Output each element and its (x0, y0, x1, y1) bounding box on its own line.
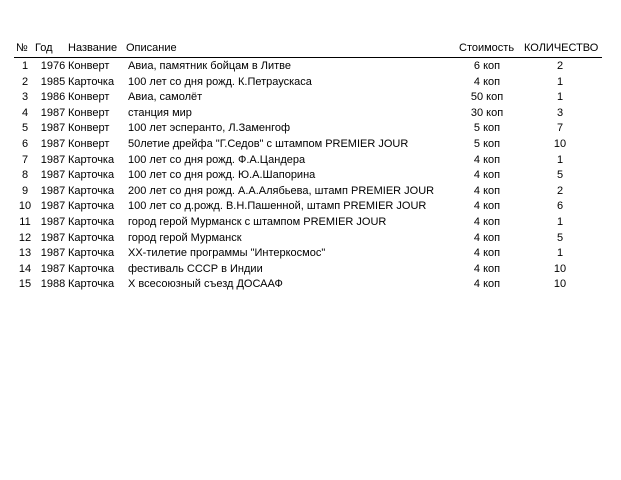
cell-desc[interactable]: фестиваль СССР в Индии (128, 262, 263, 275)
cell-no[interactable]: 2 (21, 75, 29, 88)
cell-name[interactable]: Карточка (68, 153, 115, 166)
cell-qty[interactable]: 1 (556, 247, 564, 260)
header-year[interactable]: Год (35, 42, 53, 54)
cell-cost[interactable]: 6 коп (473, 60, 501, 72)
table-row (0, 75, 621, 91)
cell-cost[interactable]: 50 коп (470, 91, 504, 104)
cell-no[interactable]: 8 (21, 169, 29, 182)
cell-name[interactable]: Карточка (68, 200, 115, 213)
cell-name[interactable]: Конверт (68, 122, 110, 135)
cell-cost[interactable]: 4 коп (473, 200, 501, 213)
table-header (0, 41, 621, 57)
cell-name[interactable]: Карточка (68, 216, 115, 228)
cell-name[interactable]: Карточка (68, 169, 115, 182)
cell-cost[interactable]: 5 коп (473, 138, 501, 150)
cell-no[interactable]: 10 (18, 200, 32, 213)
header-underline (14, 57, 602, 58)
cell-qty[interactable]: 1 (556, 75, 564, 88)
cell-qty[interactable]: 2 (556, 184, 564, 197)
cell-no[interactable]: 4 (21, 106, 29, 119)
cell-name[interactable]: Карточка (68, 184, 115, 197)
cell-name[interactable]: Конверт (68, 91, 110, 104)
table-row (0, 121, 621, 137)
table-row (0, 277, 621, 293)
cell-name[interactable]: Конверт (68, 60, 110, 72)
cell-name[interactable]: Карточка (68, 231, 115, 244)
cell-cost[interactable]: 4 коп (473, 247, 501, 260)
header-name[interactable]: Название (68, 42, 118, 54)
cell-name[interactable]: Карточка (68, 247, 115, 260)
cell-no[interactable]: 7 (21, 153, 29, 166)
cell-year[interactable]: 1987 (40, 106, 66, 119)
cell-qty[interactable]: 1 (556, 216, 564, 228)
cell-year[interactable]: 1987 (40, 247, 66, 260)
cell-name[interactable]: Конверт (68, 138, 110, 150)
cell-no[interactable]: 14 (18, 262, 32, 275)
cell-year[interactable]: 1976 (40, 60, 66, 72)
cell-cost[interactable]: 4 коп (473, 184, 501, 197)
cell-no[interactable]: 3 (21, 91, 29, 104)
cell-desc[interactable]: 100 лет со дня рожд. Ю.А.Шапорина (128, 169, 316, 182)
cell-desc[interactable]: 100 лет со дня рожд. К.Петраускаса (128, 75, 312, 88)
cell-name[interactable]: Карточка (68, 278, 115, 291)
cell-desc[interactable]: станция мир (128, 106, 192, 119)
table-row (0, 90, 621, 106)
cell-year[interactable]: 1987 (40, 216, 66, 228)
header-no[interactable]: № (16, 42, 28, 54)
cell-year[interactable]: 1987 (40, 231, 66, 244)
header-qty[interactable]: КОЛИЧЕСТВО (524, 42, 599, 54)
cell-desc[interactable]: 100 лет со д.рожд. В.Н.Пашенной, штамп PREMIER JOUR (128, 200, 427, 213)
table-row (0, 59, 621, 75)
cell-name[interactable]: Конверт (68, 106, 110, 119)
cell-desc[interactable]: 200 лет со дня рожд. А.А.Алябьева, штамп PREMIER JOUR (128, 184, 435, 197)
cell-qty[interactable]: 2 (556, 60, 564, 72)
cell-desc[interactable]: X всесоюзный съезд ДОСААФ (128, 278, 283, 291)
table-row (0, 215, 621, 231)
cell-year[interactable]: 1987 (40, 262, 66, 275)
cell-cost[interactable]: 4 коп (473, 153, 501, 166)
cell-qty[interactable]: 10 (553, 138, 567, 150)
cell-cost[interactable]: 4 коп (473, 75, 501, 88)
cell-cost[interactable]: 5 коп (473, 122, 501, 135)
cell-qty[interactable]: 7 (556, 122, 564, 135)
cell-cost[interactable]: 4 коп (473, 231, 501, 244)
cell-qty[interactable]: 5 (556, 231, 564, 244)
cell-year[interactable]: 1987 (40, 138, 66, 150)
cell-cost[interactable]: 4 коп (473, 169, 501, 182)
cell-qty[interactable]: 10 (553, 278, 567, 291)
cell-qty[interactable]: 5 (556, 169, 564, 182)
cell-name[interactable]: Карточка (68, 75, 115, 88)
cell-desc[interactable]: Авиа, памятник бойцам в Литве (128, 60, 292, 72)
cell-cost[interactable]: 30 коп (470, 106, 504, 119)
cell-cost[interactable]: 4 коп (473, 278, 501, 291)
cell-no[interactable]: 5 (21, 122, 29, 135)
cell-year[interactable]: 1987 (40, 169, 66, 182)
cell-qty[interactable]: 3 (556, 106, 564, 119)
cell-qty[interactable]: 1 (556, 153, 564, 166)
cell-desc[interactable]: Авиа, самолёт (128, 91, 203, 104)
cell-no[interactable]: 12 (18, 231, 32, 244)
cell-year[interactable]: 1985 (40, 75, 66, 88)
cell-name[interactable]: Карточка (68, 262, 115, 275)
cell-year[interactable]: 1987 (40, 153, 66, 166)
cell-year[interactable]: 1987 (40, 184, 66, 197)
cell-desc[interactable]: 100 лет со дня рожд. Ф.А.Цандера (128, 153, 306, 166)
cell-no[interactable]: 15 (18, 278, 32, 291)
table-row (0, 262, 621, 278)
cell-year[interactable]: 1986 (40, 91, 66, 104)
cell-desc[interactable]: город герой Мурманск (128, 231, 242, 244)
cell-cost[interactable]: 4 коп (473, 262, 501, 275)
cell-desc[interactable]: 50летие дрейфа "Г.Седов" с штампом PREMIER JOUR (128, 138, 409, 150)
cell-no[interactable]: 1 (21, 60, 29, 72)
cell-qty[interactable]: 6 (556, 200, 564, 213)
table-row (0, 184, 621, 200)
cell-desc[interactable]: 100 лет эсперанто, Л.Заменгоф (128, 122, 291, 135)
cell-year[interactable]: 1987 (40, 122, 66, 135)
cell-no[interactable]: 6 (21, 138, 29, 150)
cell-desc[interactable]: XX-тилетие программы "Интеркосмос" (128, 247, 326, 260)
cell-no[interactable]: 11 (19, 216, 31, 228)
header-cost[interactable]: Стоимость (459, 42, 515, 54)
table-row (0, 106, 621, 122)
cell-year[interactable]: 1987 (40, 200, 66, 213)
table-row (0, 137, 621, 153)
cell-qty[interactable]: 1 (556, 91, 564, 104)
cell-cost[interactable]: 4 коп (473, 216, 501, 228)
table-row (0, 199, 621, 215)
table-row (0, 153, 621, 169)
header-desc[interactable]: Описание (126, 42, 177, 54)
cell-no[interactable]: 9 (21, 184, 29, 197)
cell-desc[interactable]: город герой Мурманск с штампом PREMIER JOUR (128, 216, 387, 228)
table-row (0, 168, 621, 184)
cell-year[interactable]: 1988 (40, 278, 66, 291)
cell-qty[interactable]: 10 (553, 262, 567, 275)
table-row (0, 231, 621, 247)
table-row (0, 246, 621, 262)
cell-no[interactable]: 13 (18, 247, 32, 260)
